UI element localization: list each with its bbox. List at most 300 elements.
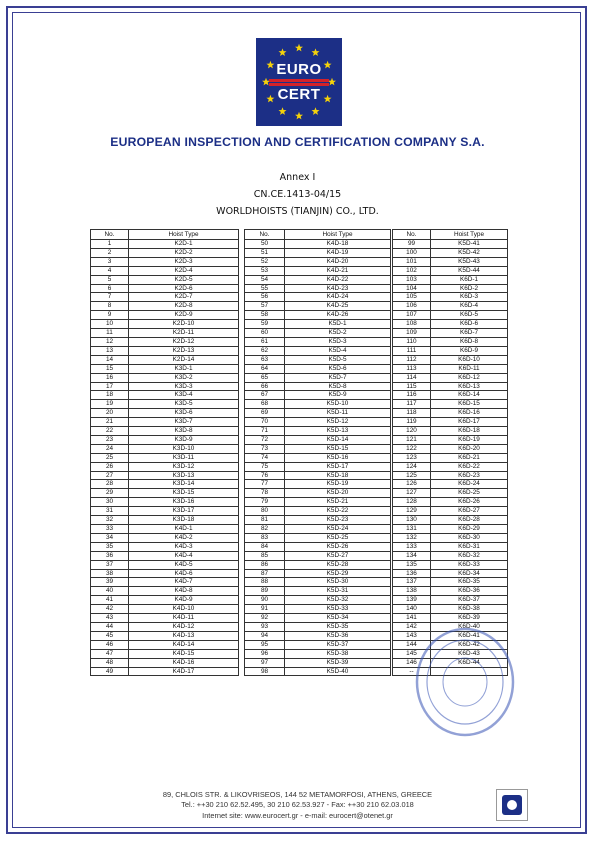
table-row xyxy=(91,373,239,382)
row-number: 18 xyxy=(91,391,129,400)
table-row xyxy=(393,453,508,462)
hoist-type: K5D-24 xyxy=(285,525,391,534)
hoist-type: K3D-17 xyxy=(129,507,239,516)
row-number: 72 xyxy=(245,435,285,444)
row-number: 58 xyxy=(245,311,285,320)
hoist-type: K4D-4 xyxy=(129,551,239,560)
table-row xyxy=(393,337,508,346)
table-row xyxy=(245,649,391,658)
row-number: 142 xyxy=(393,622,431,631)
table-row xyxy=(245,489,391,498)
table-row xyxy=(91,498,239,507)
table-row xyxy=(91,311,239,320)
row-number: 43 xyxy=(91,614,129,623)
row-number: 36 xyxy=(91,551,129,560)
hoist-type: K4D-9 xyxy=(129,596,239,605)
table-row xyxy=(393,471,508,480)
row-number: 68 xyxy=(245,400,285,409)
hoist-type: K6D-14 xyxy=(431,391,508,400)
table-row xyxy=(91,489,239,498)
row-number: 26 xyxy=(91,462,129,471)
table-row xyxy=(91,533,239,542)
hoist-type: K4D-18 xyxy=(285,240,391,249)
table-row xyxy=(245,435,391,444)
row-number: 76 xyxy=(245,471,285,480)
hoist-type: K5D-18 xyxy=(285,471,391,480)
row-number: 132 xyxy=(393,533,431,542)
table-row xyxy=(393,631,508,640)
hoist-type: K6D-28 xyxy=(431,516,508,525)
hoist-type: K5D-8 xyxy=(285,382,391,391)
row-number: 11 xyxy=(91,329,129,338)
table-row xyxy=(245,569,391,578)
table-row xyxy=(91,542,239,551)
row-number: 109 xyxy=(393,329,431,338)
hoist-type: K2D-8 xyxy=(129,302,239,311)
hoist-type: K6D-23 xyxy=(431,471,508,480)
hoist-type: K6D-17 xyxy=(431,418,508,427)
table-row xyxy=(393,498,508,507)
table-row xyxy=(245,516,391,525)
hoist-type: K5D-11 xyxy=(285,409,391,418)
header-hoist-type: Hoist Type xyxy=(285,230,391,240)
table-row xyxy=(91,569,239,578)
row-number: 71 xyxy=(245,427,285,436)
hoist-type: K6D-33 xyxy=(431,560,508,569)
hoist-type: K6D-36 xyxy=(431,587,508,596)
table-row xyxy=(393,302,508,311)
row-number: 92 xyxy=(245,614,285,623)
table-row xyxy=(393,507,508,516)
table-row xyxy=(245,444,391,453)
table-row xyxy=(91,667,239,676)
row-number: 3 xyxy=(91,257,129,266)
row-number: 1 xyxy=(91,240,129,249)
row-number: 130 xyxy=(393,516,431,525)
hoist-type: K3D-12 xyxy=(129,462,239,471)
row-number: 141 xyxy=(393,614,431,623)
row-number: 39 xyxy=(91,578,129,587)
table-row xyxy=(91,649,239,658)
row-number: 27 xyxy=(91,471,129,480)
hoist-type: K5D-42 xyxy=(431,248,508,257)
hoist-type: K4D-1 xyxy=(129,525,239,534)
row-number: 44 xyxy=(91,622,129,631)
hoist-type: K2D-5 xyxy=(129,275,239,284)
hoist-type: K4D-21 xyxy=(285,266,391,275)
logo-star-icon xyxy=(295,112,303,120)
table-row xyxy=(245,427,391,436)
row-number: 97 xyxy=(245,658,285,667)
logo-star-icon xyxy=(328,78,336,86)
table-row xyxy=(91,418,239,427)
row-number: 80 xyxy=(245,507,285,516)
hoist-type: K6D-31 xyxy=(431,542,508,551)
logo-star-icon xyxy=(295,44,303,52)
table-row xyxy=(393,240,508,249)
row-number: 85 xyxy=(245,551,285,560)
hoist-type: K5D-35 xyxy=(285,622,391,631)
hoist-type: K5D-37 xyxy=(285,640,391,649)
hoist-type: K6D-15 xyxy=(431,400,508,409)
row-number: 59 xyxy=(245,320,285,329)
row-number: 69 xyxy=(245,409,285,418)
hoist-type: K3D-1 xyxy=(129,364,239,373)
row-number: 46 xyxy=(91,640,129,649)
table-row xyxy=(91,551,239,560)
table-row xyxy=(393,578,508,587)
hoist-type: K3D-18 xyxy=(129,516,239,525)
row-number: 14 xyxy=(91,355,129,364)
table-row xyxy=(393,427,508,436)
table-row xyxy=(91,355,239,364)
hoist-type: K2D-13 xyxy=(129,346,239,355)
table-row xyxy=(245,409,391,418)
hoist-type: K6D-20 xyxy=(431,444,508,453)
hoist-type: K5D-40 xyxy=(285,667,391,676)
table-row xyxy=(245,631,391,640)
table-row xyxy=(245,542,391,551)
footer-address: 89, CHLOIS STR. & LIKOVRISEOS, 144 52 METAMORFOSI, ATHENS, GREECE xyxy=(162,790,433,799)
table-row xyxy=(245,578,391,587)
hoist-type: K6D-9 xyxy=(431,346,508,355)
hoist-type: K5D-14 xyxy=(285,435,391,444)
hoist-type: K6D-35 xyxy=(431,578,508,587)
row-number: 34 xyxy=(91,533,129,542)
row-number: 94 xyxy=(245,631,285,640)
table-row xyxy=(245,346,391,355)
hoist-type: K4D-22 xyxy=(285,275,391,284)
hoist-type: K4D-8 xyxy=(129,587,239,596)
accreditation-badge xyxy=(496,789,528,821)
row-number: 84 xyxy=(245,542,285,551)
table-row xyxy=(393,257,508,266)
hoist-type: K3D-13 xyxy=(129,471,239,480)
table-row xyxy=(393,551,508,560)
row-number: 134 xyxy=(393,551,431,560)
header-hoist-type: Hoist Type xyxy=(129,230,239,240)
table-row xyxy=(393,293,508,302)
row-number: 110 xyxy=(393,337,431,346)
table-row xyxy=(245,587,391,596)
hoist-type: K6D-43 xyxy=(431,649,508,658)
row-number: 81 xyxy=(245,516,285,525)
eurocert-logo xyxy=(256,38,342,126)
hoist-type: K6D-16 xyxy=(431,409,508,418)
table-row xyxy=(245,551,391,560)
row-number: 96 xyxy=(245,649,285,658)
row-number: 52 xyxy=(245,257,285,266)
annex-title: Annex I xyxy=(279,172,316,183)
hoist-type: K5D-21 xyxy=(285,498,391,507)
hoist-table-column-3 xyxy=(392,229,508,676)
table-row xyxy=(245,525,391,534)
row-number: 21 xyxy=(91,418,129,427)
logo-star-icon xyxy=(312,107,320,115)
table-row xyxy=(245,533,391,542)
row-number: 60 xyxy=(245,329,285,338)
table-row xyxy=(393,489,508,498)
table-row xyxy=(393,569,508,578)
row-number: 107 xyxy=(393,311,431,320)
hoist-type: K6D-42 xyxy=(431,640,508,649)
table-row xyxy=(245,382,391,391)
logo-star-icon xyxy=(279,107,287,115)
hoist-type: K5D-23 xyxy=(285,516,391,525)
row-number: 5 xyxy=(91,275,129,284)
row-number: 41 xyxy=(91,596,129,605)
table-row xyxy=(91,507,239,516)
row-number: 90 xyxy=(245,596,285,605)
hoist-type: K6D-27 xyxy=(431,507,508,516)
table-row xyxy=(91,462,239,471)
row-number: 8 xyxy=(91,302,129,311)
table-row xyxy=(245,462,391,471)
row-number: 61 xyxy=(245,337,285,346)
row-number: 137 xyxy=(393,578,431,587)
table-row xyxy=(91,560,239,569)
table-row xyxy=(245,240,391,249)
table-row xyxy=(393,596,508,605)
hoist-type: K3D-3 xyxy=(129,382,239,391)
hoist-type: K4D-15 xyxy=(129,649,239,658)
hoist-type: K6D-32 xyxy=(431,551,508,560)
table-row xyxy=(91,248,239,257)
header-no: No. xyxy=(91,230,129,240)
hoist-type: K6D-30 xyxy=(431,533,508,542)
table-row xyxy=(91,658,239,667)
hoist-type: K5D-34 xyxy=(285,614,391,623)
row-number: 111 xyxy=(393,346,431,355)
row-number: 74 xyxy=(245,453,285,462)
table-row xyxy=(91,471,239,480)
hoist-type: K5D-5 xyxy=(285,355,391,364)
table-row xyxy=(393,462,508,471)
table-row xyxy=(91,631,239,640)
row-number: 32 xyxy=(91,516,129,525)
row-number: 123 xyxy=(393,453,431,462)
hoist-type: K6D-44 xyxy=(431,658,508,667)
row-number: 40 xyxy=(91,587,129,596)
table-row xyxy=(393,364,508,373)
hoist-type: K3D-10 xyxy=(129,444,239,453)
row-number: 133 xyxy=(393,542,431,551)
table-row xyxy=(245,311,391,320)
table-row xyxy=(91,435,239,444)
hoist-type: K5D-16 xyxy=(285,453,391,462)
table-row xyxy=(245,400,391,409)
hoist-type: K3D-14 xyxy=(129,480,239,489)
row-number: 89 xyxy=(245,587,285,596)
footer-web: Internet site: www.eurocert.gr - e-mail: eurocert@otenet.gr xyxy=(202,811,393,820)
row-number: 83 xyxy=(245,533,285,542)
table-row xyxy=(91,364,239,373)
hoist-type: K5D-13 xyxy=(285,427,391,436)
hoist-type: K4D-12 xyxy=(129,622,239,631)
table-row xyxy=(245,596,391,605)
row-number: 37 xyxy=(91,560,129,569)
hoist-type: K6D-24 xyxy=(431,480,508,489)
row-number: 70 xyxy=(245,418,285,427)
row-number: 108 xyxy=(393,320,431,329)
hoist-type: K5D-31 xyxy=(285,587,391,596)
table-row xyxy=(245,418,391,427)
hoist-type: K2D-11 xyxy=(129,329,239,338)
hoist-type: K3D-11 xyxy=(129,453,239,462)
hoist-type: K4D-5 xyxy=(129,560,239,569)
certificate-number: CN.CE.1413-04/15 xyxy=(253,189,342,200)
row-number: 9 xyxy=(91,311,129,320)
table-row xyxy=(91,453,239,462)
hoist-type: K2D-7 xyxy=(129,293,239,302)
table-row xyxy=(91,427,239,436)
table-row xyxy=(393,382,508,391)
row-number: 102 xyxy=(393,266,431,275)
row-number: 100 xyxy=(393,248,431,257)
hoist-type: K5D-41 xyxy=(431,240,508,249)
table-row xyxy=(245,320,391,329)
table-row xyxy=(91,480,239,489)
table-row xyxy=(245,560,391,569)
row-number: 118 xyxy=(393,409,431,418)
row-number: 2 xyxy=(91,248,129,257)
row-number: 22 xyxy=(91,427,129,436)
table-row xyxy=(245,471,391,480)
table-row xyxy=(245,658,391,667)
hoist-type: K4D-25 xyxy=(285,302,391,311)
row-number: 128 xyxy=(393,498,431,507)
hoist-type: K5D-26 xyxy=(285,542,391,551)
hoist-type: K6D-39 xyxy=(431,614,508,623)
hoist-type: K3D-2 xyxy=(129,373,239,382)
certificate-holder: WORLDHOISTS (TIANJIN) CO., LTD. xyxy=(216,206,379,217)
row-number: 7 xyxy=(91,293,129,302)
hoist-type: K4D-26 xyxy=(285,311,391,320)
table-row xyxy=(91,320,239,329)
table-row xyxy=(91,614,239,623)
footer-phone: Tel.: ++30 210 62.52.495, 30 210 62.53.927 - Fax: ++30 210 62.03.018 xyxy=(181,800,414,809)
row-number: 19 xyxy=(91,400,129,409)
table-row xyxy=(245,667,391,676)
row-number: 146 xyxy=(393,658,431,667)
row-number: 121 xyxy=(393,435,431,444)
hoist-type: K5D-38 xyxy=(285,649,391,658)
table-row xyxy=(393,667,508,676)
hoist-type: K2D-2 xyxy=(129,248,239,257)
hoist-type: K4D-16 xyxy=(129,658,239,667)
row-number: 35 xyxy=(91,542,129,551)
row-number: 55 xyxy=(245,284,285,293)
table-row xyxy=(245,275,391,284)
hoist-type: K4D-17 xyxy=(129,667,239,676)
row-number: 57 xyxy=(245,302,285,311)
row-number: 42 xyxy=(91,605,129,614)
hoist-type: K5D-27 xyxy=(285,551,391,560)
row-number: 129 xyxy=(393,507,431,516)
row-number: 139 xyxy=(393,596,431,605)
table-row xyxy=(245,614,391,623)
hoist-type: K2D-9 xyxy=(129,311,239,320)
row-number: 135 xyxy=(393,560,431,569)
hoist-type: K4D-14 xyxy=(129,640,239,649)
row-number: 143 xyxy=(393,631,431,640)
table-row xyxy=(91,596,239,605)
table-row xyxy=(393,560,508,569)
hoist-type: K5D-6 xyxy=(285,364,391,373)
hoist-type: K6D-22 xyxy=(431,462,508,471)
table-row xyxy=(91,525,239,534)
row-number: 20 xyxy=(91,409,129,418)
hoist-table-column-2 xyxy=(244,229,391,676)
row-number: 120 xyxy=(393,427,431,436)
table-row xyxy=(245,329,391,338)
row-number: 87 xyxy=(245,569,285,578)
row-number: 79 xyxy=(245,498,285,507)
table-row xyxy=(393,275,508,284)
row-number: 124 xyxy=(393,462,431,471)
row-number: 88 xyxy=(245,578,285,587)
table-row xyxy=(91,337,239,346)
hoist-type: K6D-26 xyxy=(431,498,508,507)
hoist-type: K6D-19 xyxy=(431,435,508,444)
table-row xyxy=(245,498,391,507)
row-number: 144 xyxy=(393,640,431,649)
row-number: 119 xyxy=(393,418,431,427)
hoist-type: K5D-1 xyxy=(285,320,391,329)
hoist-type: K4D-7 xyxy=(129,578,239,587)
hoist-type: K6D-18 xyxy=(431,427,508,436)
table-row xyxy=(393,533,508,542)
table-row xyxy=(393,400,508,409)
row-number: 38 xyxy=(91,569,129,578)
row-number: 86 xyxy=(245,560,285,569)
row-number: 103 xyxy=(393,275,431,284)
row-number: 116 xyxy=(393,391,431,400)
table-row xyxy=(393,346,508,355)
hoist-type: K4D-24 xyxy=(285,293,391,302)
hoist-type: K4D-19 xyxy=(285,248,391,257)
hoist-type: K5D-12 xyxy=(285,418,391,427)
hoist-type: K5D-28 xyxy=(285,560,391,569)
row-number: 106 xyxy=(393,302,431,311)
hoist-type: K6D-2 xyxy=(431,284,508,293)
hoist-type: K5D-32 xyxy=(285,596,391,605)
hoist-type: K3D-6 xyxy=(129,409,239,418)
hoist-type: K3D-5 xyxy=(129,400,239,409)
hoist-type: K3D-16 xyxy=(129,498,239,507)
row-number: 136 xyxy=(393,569,431,578)
row-number: 98 xyxy=(245,667,285,676)
hoist-type: K5D-33 xyxy=(285,605,391,614)
hoist-type: K4D-11 xyxy=(129,614,239,623)
row-number: 114 xyxy=(393,373,431,382)
hoist-type: K3D-9 xyxy=(129,435,239,444)
row-number: 117 xyxy=(393,400,431,409)
hoist-type: K5D-10 xyxy=(285,400,391,409)
table-row xyxy=(91,257,239,266)
hoist-type: K6D-37 xyxy=(431,596,508,605)
table-row xyxy=(245,266,391,275)
row-number: 95 xyxy=(245,640,285,649)
table-row xyxy=(393,480,508,489)
table-row xyxy=(393,311,508,320)
hoist-type: K6D-13 xyxy=(431,382,508,391)
row-number: 112 xyxy=(393,355,431,364)
row-number: 12 xyxy=(91,337,129,346)
hoist-type: K4D-13 xyxy=(129,631,239,640)
hoist-type: K2D-10 xyxy=(129,320,239,329)
hoist-type: K2D-1 xyxy=(129,240,239,249)
